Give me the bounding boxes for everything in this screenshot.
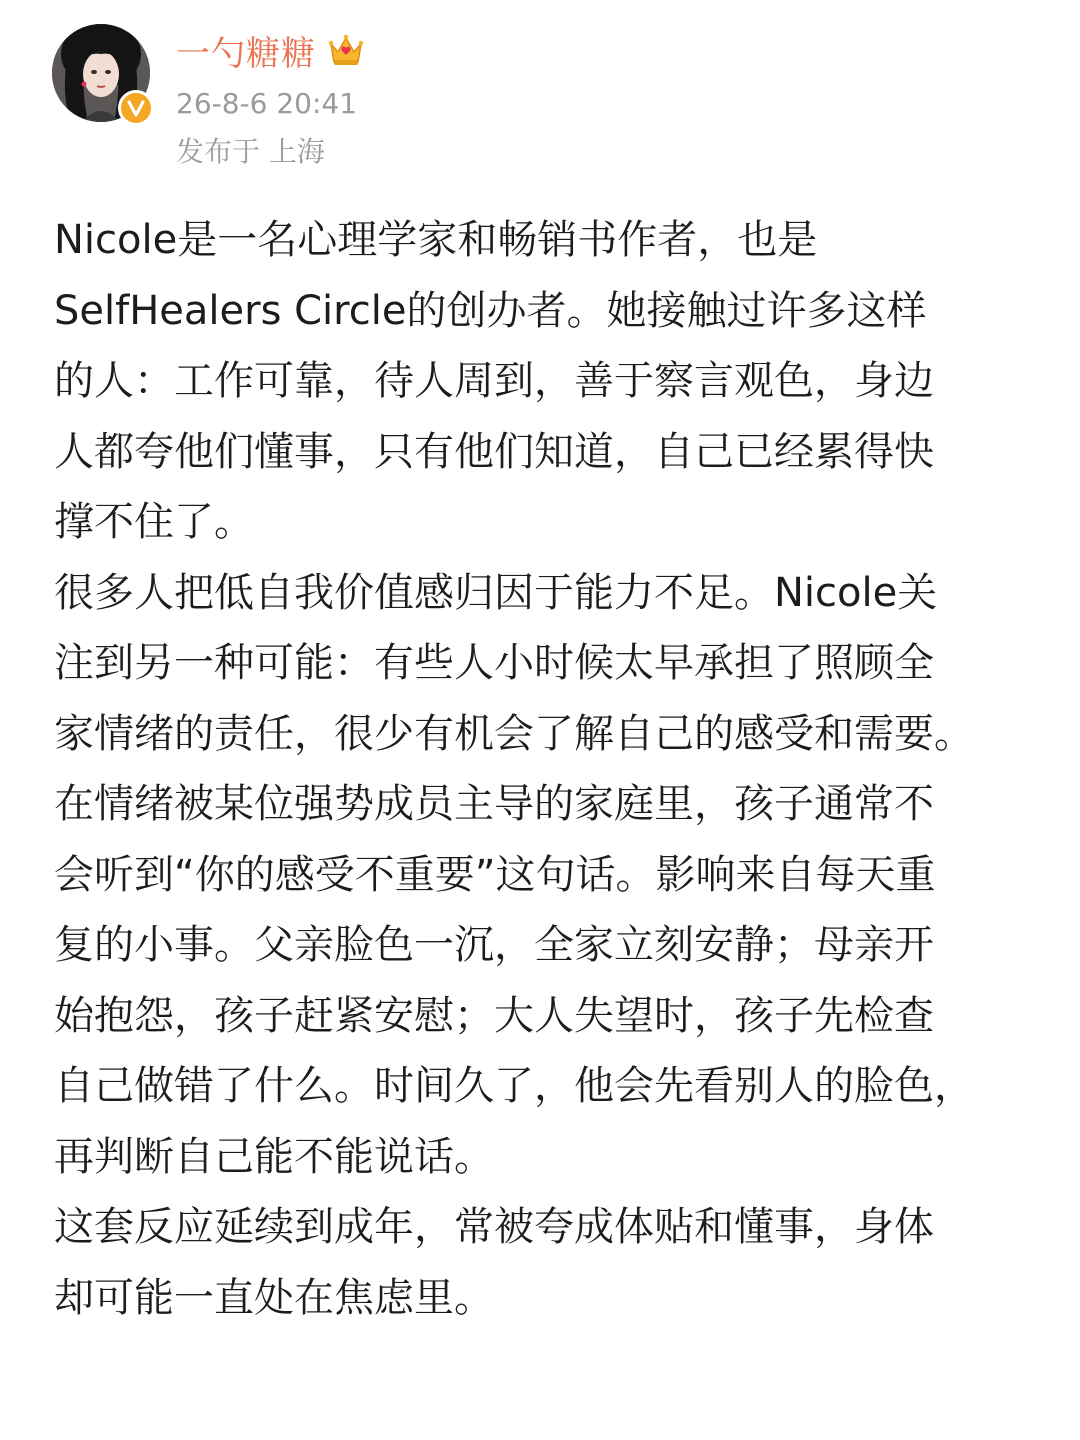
post-text-line: 会听到“你的感受不重要”这句话。影响来自每天重 [54, 851, 936, 898]
crown-icon[interactable] [326, 30, 366, 70]
post-body [54, 205, 1030, 1333]
post-text-line: 始抱怨，孩子赶紧安慰；大人失望时，孩子先检查 [54, 992, 934, 1039]
post-timestamp: 26-8-6 20:41 [176, 87, 358, 120]
post-text-line: 很多人把低自我价值感归因于能力不足。Nicole关 [54, 569, 938, 616]
post-location: 发布于 上海 [176, 135, 325, 168]
post-text-line: 再判断自己能不能说话。 [54, 1133, 494, 1180]
name-row [176, 24, 366, 76]
username[interactable]: 一勺糖糖 [176, 33, 316, 74]
post-header [52, 24, 1032, 174]
verified-badge-icon [118, 90, 154, 126]
post-text-line: 家情绪的责任，很少有机会了解自己的感受和需要。 [54, 710, 974, 757]
post-text-line: 注到另一种可能：有些人小时候太早承担了照顾全 [54, 640, 934, 686]
post-text-line: 人都夸他们懂事，只有他们知道，自己已经累得快 [54, 428, 934, 475]
post-text-line: 自己做错了什么。时间久了，他会先看别人的脸色， [54, 1063, 974, 1109]
post-text-line: 却可能一直处在焦虑里。 [54, 1274, 494, 1321]
post-text-line: 复的小事。父亲脸色一沉，全家立刻安静；母亲开 [54, 922, 934, 968]
post-text-line: 在情绪被某位强势成员主导的家庭里，孩子通常不 [54, 781, 934, 827]
post-text-line: 的人：工作可靠，待人周到，善于察言观色，身边 [54, 358, 934, 404]
user-meta [176, 24, 366, 172]
post-text-line: SelfHealers Circle的创办者。她接触过许多这样 [54, 287, 927, 334]
post-text-line: 这套反应延续到成年，常被夸成体贴和懂事，身体 [54, 1204, 934, 1250]
post-text-line: Nicole是一名心理学家和畅销书作者，也是 [54, 217, 818, 263]
post-text-line: 撑不住了。 [54, 499, 254, 545]
